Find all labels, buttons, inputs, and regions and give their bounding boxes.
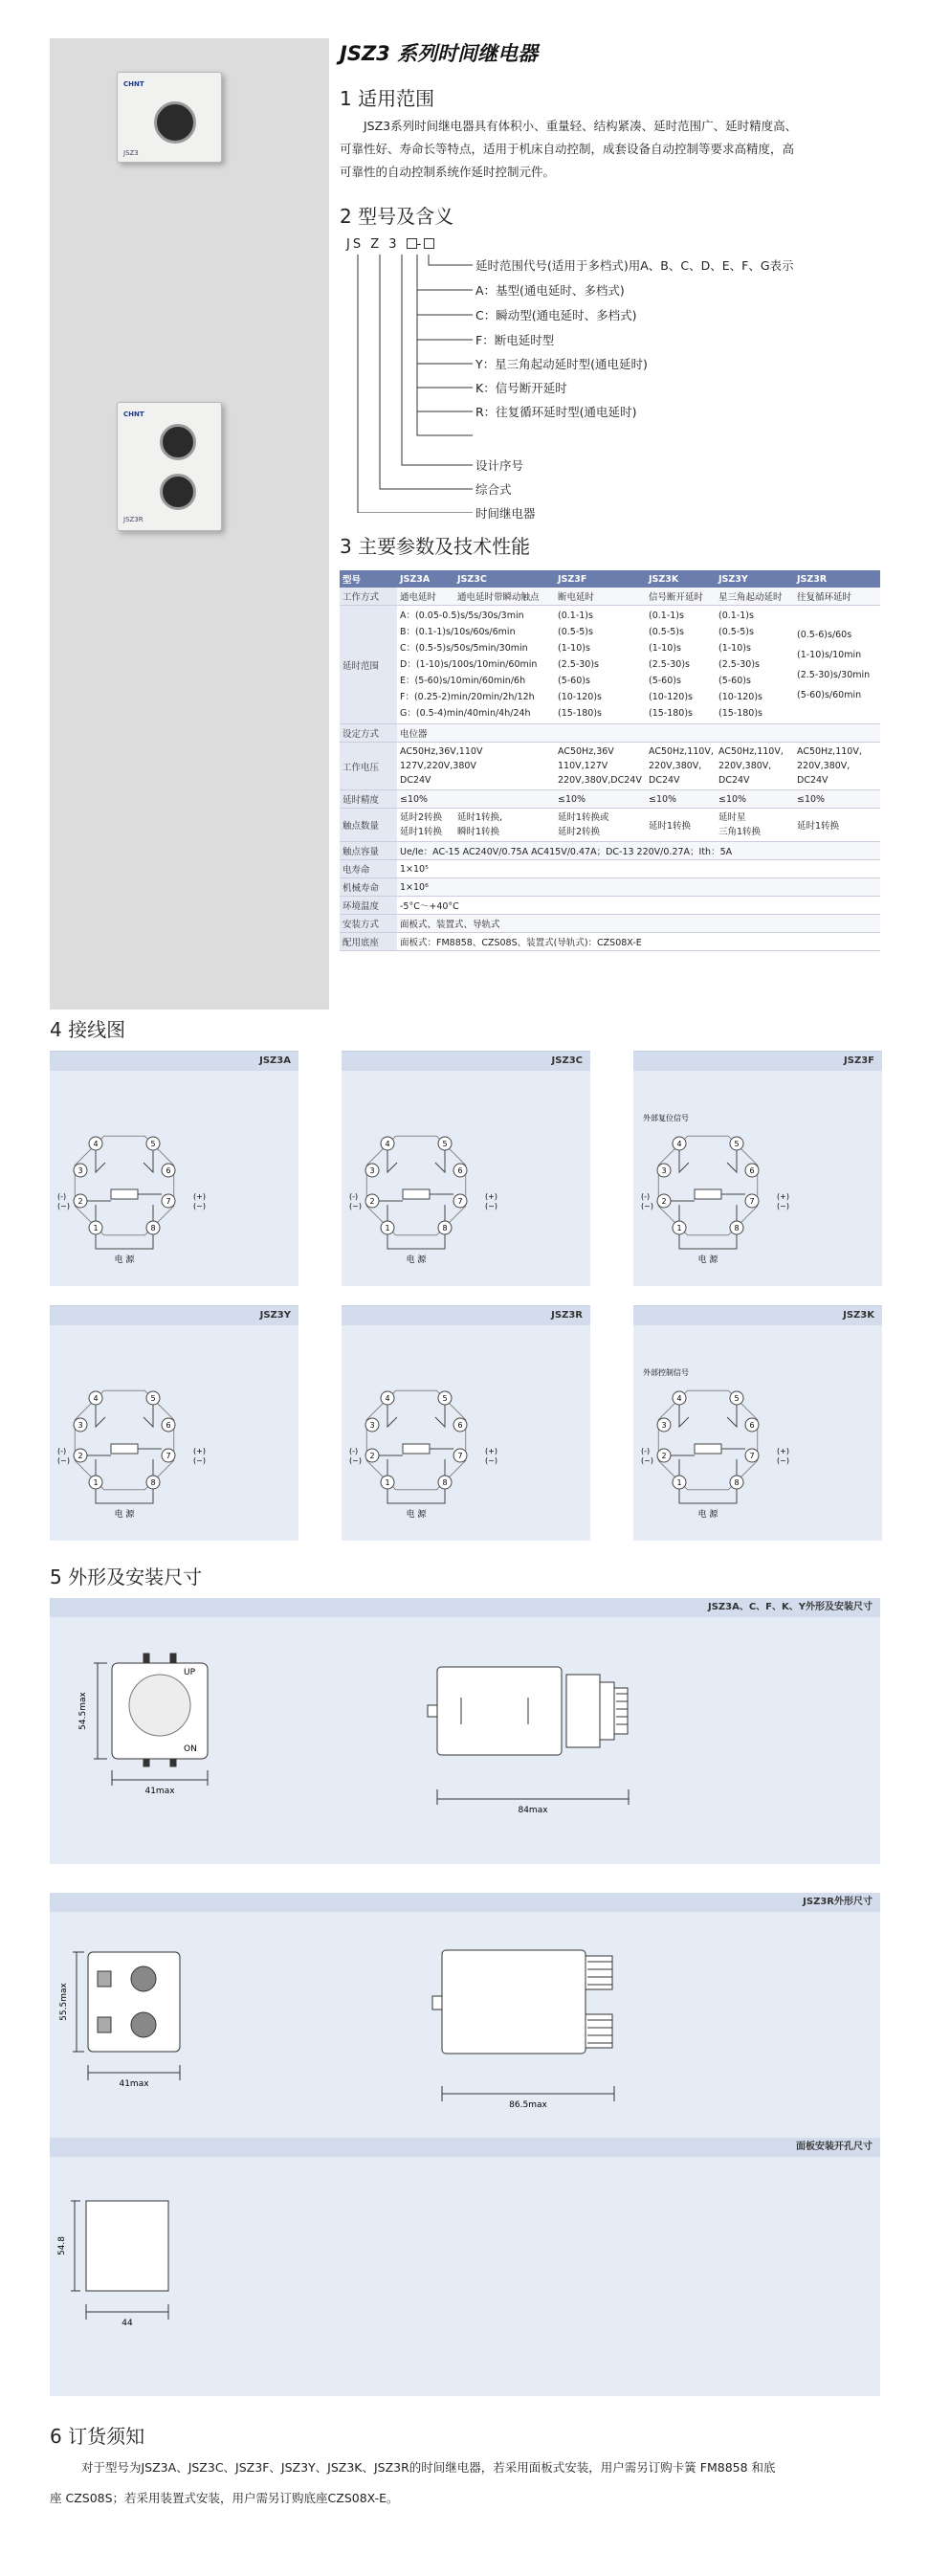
pin-number: 2 — [77, 1452, 83, 1460]
pin-number: 5 — [734, 1140, 740, 1148]
row-label-socket: 配用底座 — [340, 933, 397, 951]
pin-number: 7 — [749, 1197, 755, 1206]
pin-number: 1 — [93, 1478, 99, 1487]
vy-2: DC24V — [718, 775, 750, 786]
pin-number: 4 — [93, 1394, 99, 1403]
wiring-schematic — [633, 1052, 882, 1287]
pin-number: 7 — [166, 1452, 171, 1460]
row-label-elife: 电寿命 — [340, 860, 397, 878]
accuracy-f: ≤10% — [555, 790, 646, 809]
pin-number: 8 — [442, 1224, 448, 1232]
pin-number: 3 — [369, 1421, 375, 1430]
pin-number: 4 — [676, 1394, 682, 1403]
mode-r: 往复循环延时 — [794, 588, 880, 606]
th-jsz3f: JSZ3F — [555, 570, 646, 588]
range-k-col — [646, 606, 716, 724]
code-meaning-relay: 时间继电器 — [475, 506, 536, 521]
dimension-drawing-2 — [50, 1893, 880, 2396]
mlife-value: 1×10⁶ — [397, 878, 880, 897]
page-title: JSZ3 系列时间继电器 — [340, 42, 539, 65]
dim2-height: 55.5max — [59, 1983, 69, 2021]
ry-0: (0.1-1)s — [718, 611, 754, 621]
code-meaning-r: R：往复循环延时型(通电延时) — [475, 405, 637, 419]
vk-1: 220V,380V, — [649, 761, 702, 771]
s6-line-1: 对于型号为JSZ3A、JSZ3C、JSZ3F、JSZ3Y、JSZ3K、JSZ3R的时间继电器，若采用面板式安装，用户需另订购卡簧 FM8858 和底 — [81, 2460, 776, 2475]
wiring-caption: JSZ3Y — [50, 1306, 298, 1325]
range-f-col — [555, 606, 646, 724]
pin-number: 6 — [749, 1166, 755, 1175]
section-1-title: 1 适用范围 — [340, 87, 435, 110]
dim3-height: 54.8 — [57, 2235, 67, 2256]
pin-number: 2 — [661, 1197, 667, 1206]
s1-line-3: 可靠性的自动控制系统作延时控制元件。 — [340, 165, 556, 179]
wiring-schematic — [50, 1306, 298, 1542]
range-c: C：(0.5-5)s/50s/5min/30min — [400, 643, 528, 654]
row-label-range: 延时范围 — [340, 606, 397, 724]
pin-number: 3 — [369, 1166, 375, 1175]
pin-number: 8 — [150, 1224, 156, 1232]
polarity-mark: (+) — [485, 1192, 497, 1201]
section-4-title: 4 接线图 — [50, 1018, 126, 1041]
pin-number: 7 — [166, 1197, 171, 1206]
rr-1: (1-10)s/10min — [797, 649, 862, 660]
row-label-setting: 设定方式 — [340, 724, 397, 743]
th-model: 型号 — [340, 570, 397, 588]
polarity-mark: (-) — [57, 1447, 67, 1455]
wiring-caption: JSZ3F — [633, 1052, 882, 1071]
range-y-col — [716, 606, 794, 724]
code-meaning-a: A：基型(通电延时、多档式) — [475, 283, 625, 298]
mount-value: 面板式、装置式、导轨式 — [397, 915, 880, 933]
pin-number: 1 — [676, 1224, 682, 1232]
pin-number: 5 — [150, 1394, 156, 1403]
polarity-mark: (+) — [485, 1447, 497, 1455]
pin-number: 2 — [77, 1197, 83, 1206]
wiring-schematic — [342, 1306, 590, 1542]
code-meaning-k: K：信号断开延时 — [475, 381, 567, 395]
voltage-k — [646, 743, 716, 790]
dim1-up-label: UP — [184, 1668, 196, 1677]
section-6-text — [50, 2453, 882, 2514]
th-jsz3y: JSZ3Y — [716, 570, 794, 588]
wiring-panel-jsz3f — [633, 1051, 882, 1286]
voltage-ac — [397, 743, 555, 790]
polarity-mark: (~) — [485, 1456, 497, 1465]
voltage-y — [716, 743, 794, 790]
pin-number: 1 — [676, 1478, 682, 1487]
s1-line-1: JSZ3系列时间继电器具有体积小、重量轻、结构紧凑、延时范围广、延时精度高、 — [364, 119, 798, 133]
dimension-caption-2: JSZ3R外形尺寸 — [50, 1893, 880, 1912]
cc-0: 延时1转换, — [457, 812, 503, 823]
vf-2: 220V,380V,DC24V — [558, 775, 642, 786]
contacts-c — [454, 809, 555, 842]
dim2-width: 41max — [119, 2079, 149, 2089]
pin-number: 5 — [150, 1140, 156, 1148]
pin-number: 4 — [676, 1140, 682, 1148]
wiring-panel-jsz3a — [50, 1051, 298, 1286]
contacts-k: 延时1转换 — [646, 809, 716, 842]
code-box-2 — [424, 238, 434, 249]
polarity-mark: (~) — [193, 1202, 206, 1210]
pin-number: 4 — [93, 1140, 99, 1148]
rk-4: (5-60)s — [649, 676, 681, 686]
polarity-mark: (-) — [349, 1447, 359, 1455]
accuracy-r: ≤10% — [794, 790, 880, 809]
row-label-capacity: 触点容量 — [340, 842, 397, 860]
reset-signal-label: 外部复位信号 — [643, 1114, 689, 1122]
pin-number: 1 — [385, 1224, 390, 1232]
pin-number: 3 — [661, 1166, 667, 1175]
pin-number: 6 — [749, 1421, 755, 1430]
pin-number: 3 — [77, 1166, 83, 1175]
dim3-width: 44 — [122, 2319, 133, 2328]
wiring-caption: JSZ3K — [633, 1306, 882, 1325]
spec-table-wrap — [340, 570, 880, 951]
pin-number: 8 — [734, 1478, 740, 1487]
range-g: G：(0.5-4)min/40min/4h/24h — [400, 708, 531, 719]
th-jsz3c: JSZ3C — [454, 570, 555, 588]
vy-1: 220V,380V, — [718, 761, 772, 771]
vf-0: AC50Hz,36V — [558, 746, 614, 757]
row-label-mlife: 机械寿命 — [340, 878, 397, 897]
contacts-a — [397, 809, 454, 842]
dim1-depth: 84max — [518, 1806, 548, 1815]
dim1-height: 54.5max — [78, 1692, 88, 1730]
row-label-mode: 工作方式 — [340, 588, 397, 606]
rk-0: (0.1-1)s — [649, 611, 684, 621]
dim2-depth: 86.5max — [509, 2100, 547, 2110]
vr-0: AC50Hz,110V, — [797, 746, 862, 757]
vr-1: 220V,380V, — [797, 761, 851, 771]
row-label-temp: 环境温度 — [340, 897, 397, 915]
s1-line-2: 可靠性好、寿命长等特点，适用于机床自动控制，成套设备自动控制等要求高精度，高 — [340, 142, 795, 156]
mode-f: 断电延时 — [555, 588, 646, 606]
polarity-mark: (~) — [485, 1202, 497, 1210]
contacts-r: 延时1转换 — [794, 809, 880, 842]
power-label: 电 源 — [406, 1255, 427, 1265]
section-1-text — [340, 115, 875, 184]
ry-2: (1-10)s — [718, 643, 751, 654]
polarity-mark: (-) — [641, 1192, 651, 1201]
polarity-mark: (~) — [349, 1456, 362, 1465]
pin-number: 3 — [661, 1421, 667, 1430]
ry-6: (15-180)s — [718, 708, 763, 719]
polarity-mark: (~) — [777, 1202, 789, 1210]
mode-a: 通电延时 — [397, 588, 454, 606]
wiring-caption: JSZ3A — [50, 1052, 298, 1071]
vk-0: AC50Hz,110V, — [649, 746, 714, 757]
product-image-panel — [50, 38, 329, 1010]
polarity-mark: (+) — [193, 1192, 206, 1201]
range-e: E：(5-60)s/10min/60min/6h — [400, 676, 526, 686]
power-label: 电 源 — [406, 1510, 427, 1520]
rf-4: (5-60)s — [558, 676, 590, 686]
pin-number: 3 — [77, 1421, 83, 1430]
temp-value: -5°C～+40°C — [397, 897, 880, 915]
polarity-mark: (~) — [193, 1456, 206, 1465]
code-box-1 — [407, 238, 417, 249]
cy-1: 三角1转换 — [718, 827, 762, 837]
contacts-f — [555, 809, 646, 842]
model-code: JS Z 3 - — [346, 237, 434, 252]
ry-4: (5-60)s — [718, 676, 751, 686]
polarity-mark: (+) — [777, 1192, 789, 1201]
cc-1: 瞬时1转换 — [457, 827, 500, 837]
polarity-mark: (-) — [349, 1192, 359, 1201]
code-meaning-design: 设计序号 — [475, 458, 524, 473]
section-6-title: 6 订货须知 — [50, 2425, 145, 2448]
pin-number: 1 — [93, 1224, 99, 1232]
dimension-box-1 — [50, 1598, 880, 1864]
polarity-mark: (~) — [57, 1202, 70, 1210]
accuracy-ac: ≤10% — [397, 790, 555, 809]
vf-1: 110V,127V — [558, 761, 608, 771]
section-3-title: 3 主要参数及技术性能 — [340, 535, 531, 558]
polarity-mark: (+) — [777, 1447, 789, 1455]
pin-number: 5 — [442, 1140, 448, 1148]
voltage-r — [794, 743, 880, 790]
ry-3: (2.5-30)s — [718, 659, 760, 670]
pin-number: 8 — [734, 1224, 740, 1232]
ry-1: (0.5-5)s — [718, 627, 754, 637]
control-signal-label: 外部控制信号 — [643, 1368, 689, 1377]
cf-1: 延时2转换 — [558, 827, 601, 837]
row-label-accuracy: 延时精度 — [340, 790, 397, 809]
rf-5: (10-120)s — [558, 692, 603, 702]
wiring-panel-jsz3y — [50, 1305, 298, 1541]
va-2: DC24V — [400, 775, 431, 786]
vy-0: AC50Hz,110V, — [718, 746, 784, 757]
model-code-leader-lines — [346, 255, 480, 513]
rk-1: (0.5-5)s — [649, 627, 684, 637]
pin-number: 2 — [661, 1452, 667, 1460]
accuracy-y: ≤10% — [716, 790, 794, 809]
th-jsz3r: JSZ3R — [794, 570, 880, 588]
rk-5: (10-120)s — [649, 692, 694, 702]
polarity-mark: (~) — [641, 1202, 653, 1210]
rr-0: (0.5-6)s/60s — [797, 629, 852, 640]
mode-y: 星三角起动延时 — [716, 588, 794, 606]
pin-number: 6 — [166, 1166, 171, 1175]
va-1: 127V,220V,380V — [400, 761, 476, 771]
rr-2: (2.5-30)s/30min — [797, 669, 871, 680]
row-label-mount: 安装方式 — [340, 915, 397, 933]
code-meaning-f: F：断电延时型 — [475, 333, 555, 347]
jsz3-product-image: CHNT JSZ3 — [117, 72, 222, 163]
polarity-mark: (-) — [57, 1192, 67, 1201]
wiring-panel-jsz3k — [633, 1305, 882, 1541]
dimension-drawing-1 — [50, 1598, 880, 1864]
pin-number: 1 — [385, 1478, 390, 1487]
row-label-contacts: 触点数量 — [340, 809, 397, 842]
pin-number: 5 — [442, 1394, 448, 1403]
rf-1: (0.5-5)s — [558, 627, 593, 637]
vr-2: DC24V — [797, 775, 829, 786]
mode-c: 通电延时带瞬动触点 — [454, 588, 555, 606]
range-f: F：(0.25-2)min/20min/2h/12h — [400, 692, 535, 702]
ca-1: 延时1转换 — [400, 827, 443, 837]
polarity-mark: (~) — [57, 1456, 70, 1465]
pin-number: 5 — [734, 1394, 740, 1403]
pin-number: 7 — [457, 1452, 463, 1460]
code-meaning-y: Y：星三角起动延时型(通电延时) — [475, 357, 648, 371]
section-5-title: 5 外形及安装尺寸 — [50, 1566, 203, 1588]
power-label: 电 源 — [114, 1255, 135, 1265]
socket-value: 面板式：FM8858、CZS08S、装置式(导轨式)：CZS08X-E — [397, 933, 880, 951]
pin-number: 2 — [369, 1197, 375, 1206]
accuracy-k: ≤10% — [646, 790, 716, 809]
power-label: 电 源 — [114, 1510, 135, 1520]
th-jsz3k: JSZ3K — [646, 570, 716, 588]
rf-6: (15-180)s — [558, 708, 603, 719]
va-0: AC50Hz,36V,110V — [400, 746, 483, 757]
range-b: B：(0.1-1)s/10s/60s/6min — [400, 627, 516, 637]
code-meaning-c: C：瞬动型(通电延时、多档式) — [475, 308, 637, 322]
setting-value: 电位器 — [397, 724, 880, 743]
th-jsz3a: JSZ3A — [397, 570, 454, 588]
rf-0: (0.1-1)s — [558, 611, 593, 621]
wiring-caption: JSZ3R — [342, 1306, 590, 1325]
polarity-mark: (~) — [349, 1202, 362, 1210]
mode-k: 信号断开延时 — [646, 588, 716, 606]
wiring-panel-jsz3c — [342, 1051, 590, 1286]
dimension-box-2 — [50, 1893, 880, 2396]
s6-line-2: 座 CZS08S；若采用装置式安装，用户需另订购底座CZS08X-E。 — [50, 2491, 399, 2505]
power-label: 电 源 — [697, 1510, 718, 1520]
elife-value: 1×10⁵ — [397, 860, 880, 878]
range-ac — [397, 606, 555, 724]
spec-table — [340, 570, 880, 951]
rr-3: (5-60)s/60min — [797, 689, 862, 700]
dim1-width: 41max — [144, 1787, 175, 1796]
pin-number: 6 — [457, 1166, 463, 1175]
dimension-caption-1: JSZ3A、C、F、K、Y外形及安装尺寸 — [50, 1598, 880, 1617]
pin-number: 6 — [166, 1421, 171, 1430]
voltage-f — [555, 743, 646, 790]
ry-5: (10-120)s — [718, 692, 763, 702]
capacity-value: Ue/Ie：AC-15 AC240V/0.75A AC415V/0.47A；DC-13 220V/0.27A；Ith：5A — [397, 842, 880, 860]
pin-number: 8 — [442, 1478, 448, 1487]
polarity-mark: (~) — [777, 1456, 789, 1465]
cy-0: 延时星 — [718, 812, 746, 823]
power-label: 电 源 — [697, 1255, 718, 1265]
rk-3: (2.5-30)s — [649, 659, 690, 670]
pin-number: 4 — [385, 1394, 390, 1403]
code-meaning-range: 延时范围代号(适用于多档式)用A、B、C、D、E、F、G表示 — [475, 258, 794, 273]
wiring-schematic — [633, 1306, 882, 1542]
range-a: A：(0.05-0.5)s/5s/30s/3min — [400, 611, 524, 621]
row-label-voltage: 工作电压 — [340, 743, 397, 790]
pin-number: 7 — [749, 1452, 755, 1460]
vk-2: DC24V — [649, 775, 680, 786]
contacts-y — [716, 809, 794, 842]
wiring-panel-jsz3r — [342, 1305, 590, 1541]
section-2-title: 2 型号及含义 — [340, 205, 454, 228]
dim1-on-label: ON — [184, 1744, 197, 1754]
code-prefix: JS Z 3 — [346, 237, 400, 252]
rk-2: (1-10)s — [649, 643, 681, 654]
rf-2: (1-10)s — [558, 643, 590, 654]
range-d: D：(1-10)s/100s/10min/60min — [400, 659, 538, 670]
cf-0: 延时1转换或 — [558, 812, 609, 823]
wiring-schematic — [342, 1052, 590, 1287]
wiring-caption: JSZ3C — [342, 1052, 590, 1071]
wiring-schematic — [50, 1052, 298, 1287]
rk-6: (15-180)s — [649, 708, 694, 719]
range-r-col — [794, 606, 880, 724]
pin-number: 8 — [150, 1478, 156, 1487]
dimension-caption-3: 面板安装开孔尺寸 — [50, 2138, 880, 2157]
pin-number: 4 — [385, 1140, 390, 1148]
jsz3r-product-image: CHNT JSZ3R — [117, 402, 222, 531]
pin-number: 7 — [457, 1197, 463, 1206]
rf-3: (2.5-30)s — [558, 659, 599, 670]
ca-0: 延时2转换 — [400, 812, 443, 823]
polarity-mark: (~) — [641, 1456, 653, 1465]
code-meaning-integrated: 综合式 — [475, 482, 512, 497]
pin-number: 6 — [457, 1421, 463, 1430]
pin-number: 2 — [369, 1452, 375, 1460]
polarity-mark: (+) — [193, 1447, 206, 1455]
polarity-mark: (-) — [641, 1447, 651, 1455]
